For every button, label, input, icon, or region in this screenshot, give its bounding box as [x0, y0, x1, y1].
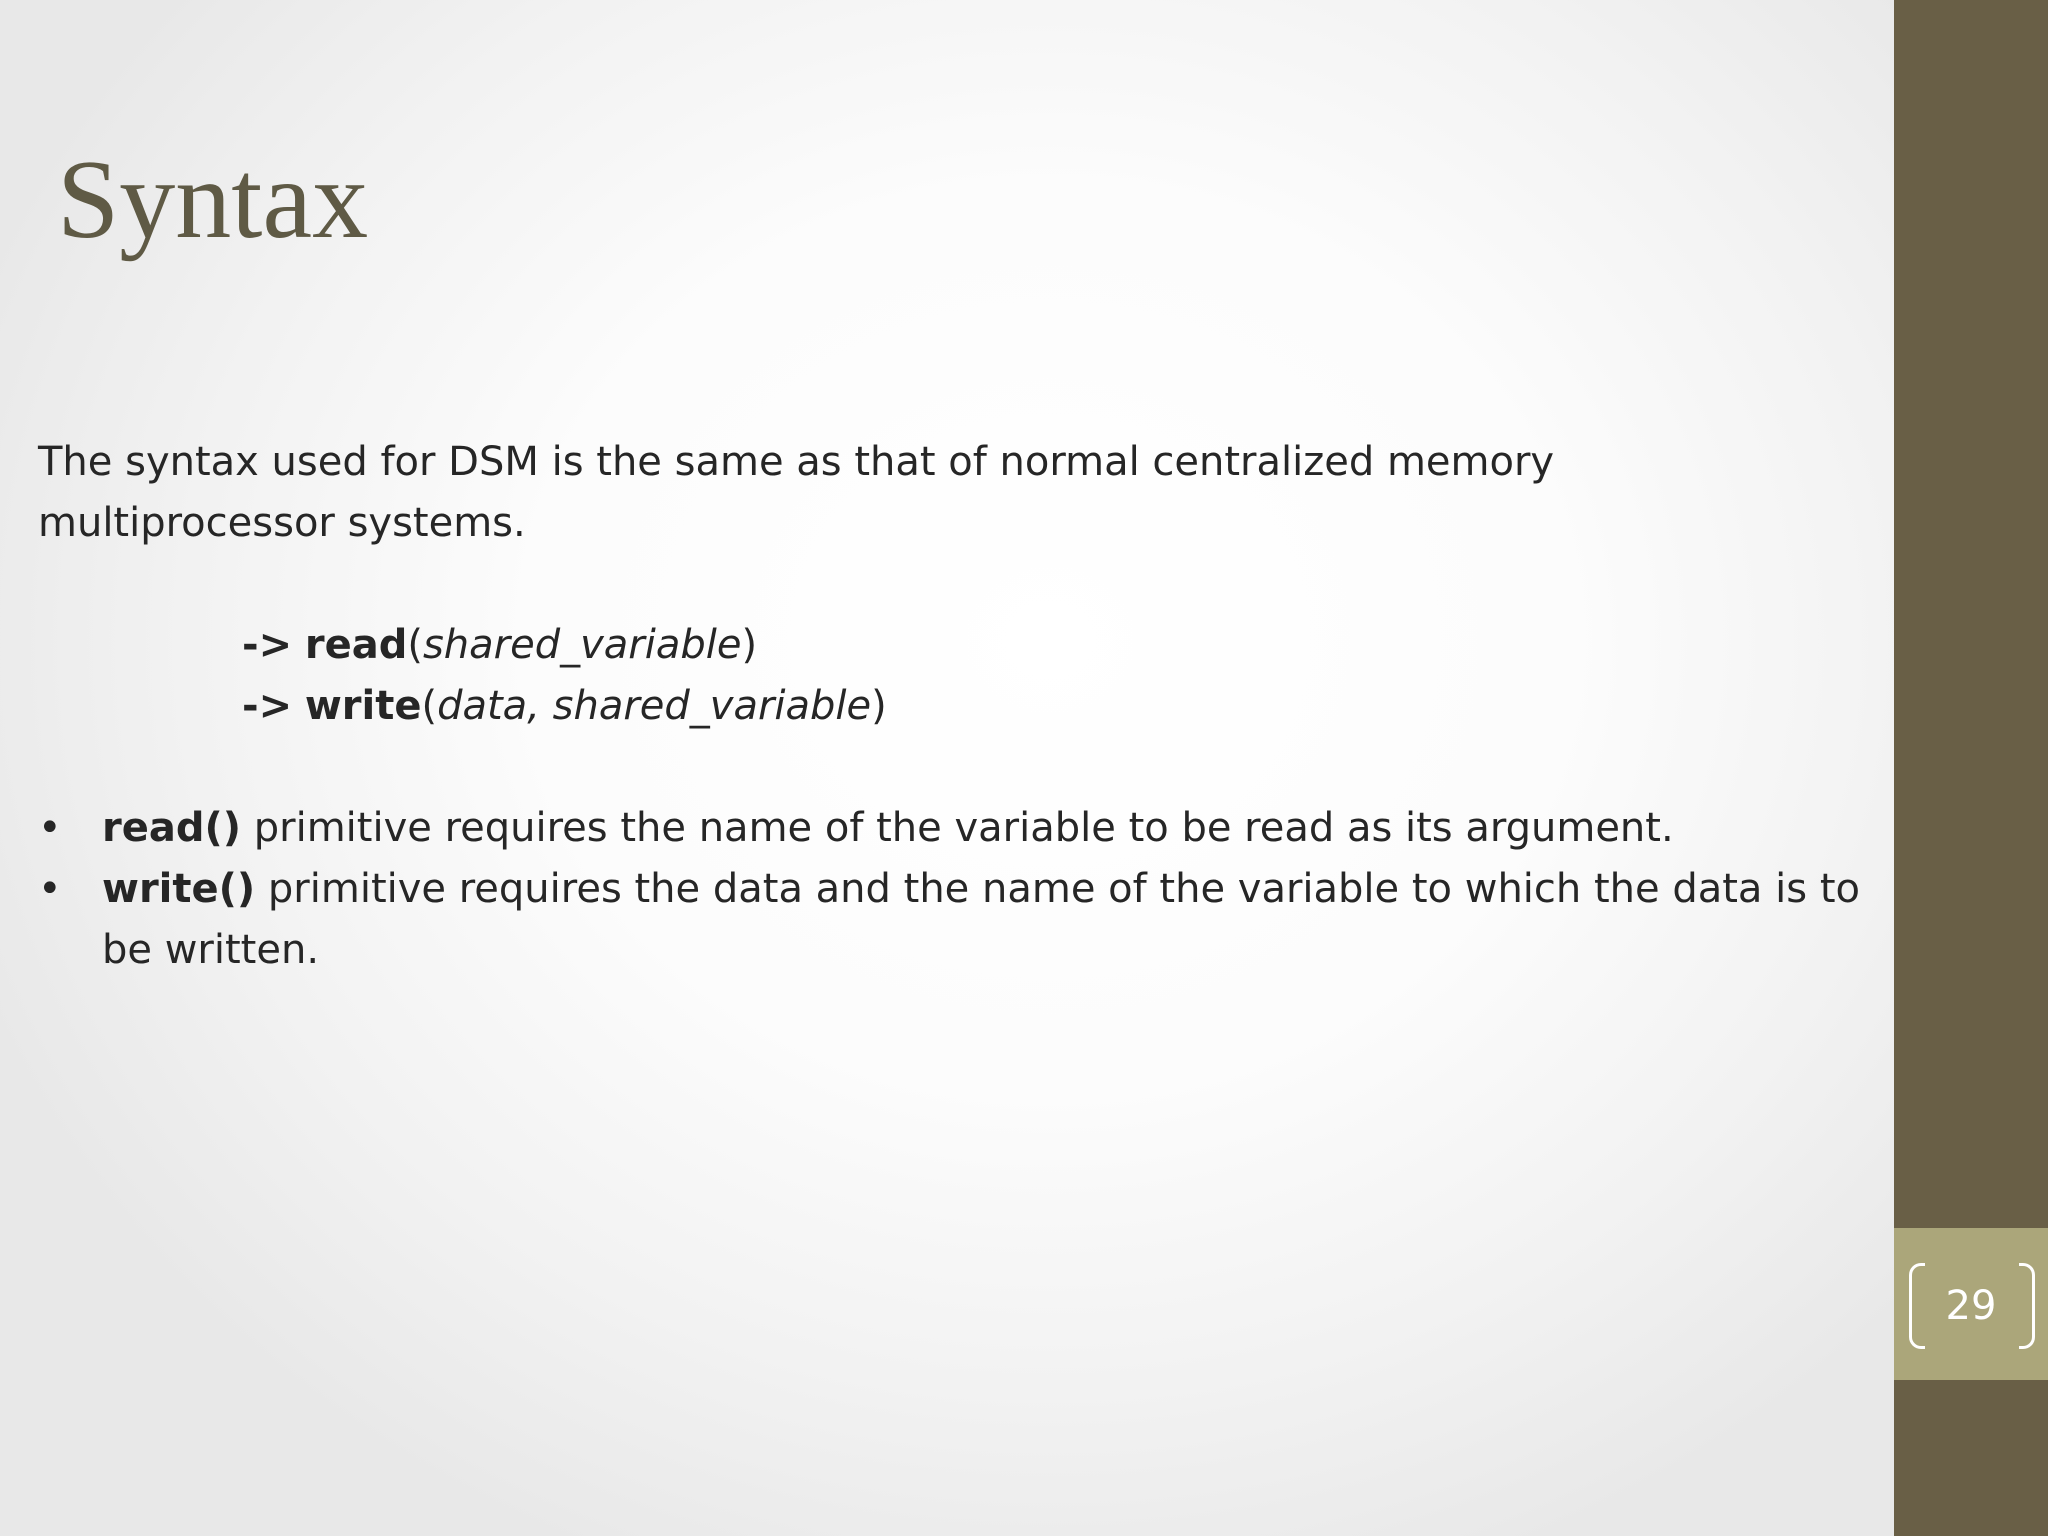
- slide-title: Syntax: [57, 138, 369, 262]
- bullet-item-read: [38, 798, 1882, 859]
- code-arguments: data, shared_variable: [437, 683, 872, 729]
- code-line-write: [242, 676, 1858, 737]
- bullet-term: read(): [102, 805, 242, 851]
- bullet-text: primitive requires the data and the name of the variable to which the data is to be written.: [102, 866, 1860, 973]
- slide-body: [38, 432, 1858, 981]
- code-arrow: ->: [242, 622, 293, 668]
- syntax-code-block: [38, 615, 1858, 737]
- code-open-paren: (: [407, 622, 423, 668]
- bullet-item-write: [38, 859, 1882, 981]
- code-function-name: read: [304, 622, 408, 668]
- code-open-paren: (: [421, 683, 438, 729]
- code-arrow: ->: [242, 683, 293, 729]
- code-close-paren: ): [741, 622, 758, 668]
- bullet-icon: •: [38, 805, 62, 851]
- code-line-read: [242, 615, 1858, 676]
- intro-paragraph: The syntax used for DSM is the same as that of normal centralized memory multiprocessor systems.: [38, 439, 1555, 546]
- code-close-paren: ): [871, 683, 887, 729]
- bullet-text: primitive requires the name of the variable to be read as its argument.: [241, 805, 1674, 851]
- bullet-list: [38, 798, 1858, 981]
- bullet-term: write(): [102, 866, 256, 912]
- code-function-name: write: [304, 683, 422, 729]
- page-number-box: [1894, 1228, 2048, 1380]
- code-arguments: shared_variable: [422, 622, 742, 668]
- page-number: 29: [1945, 1283, 1997, 1329]
- bullet-icon: •: [38, 866, 62, 912]
